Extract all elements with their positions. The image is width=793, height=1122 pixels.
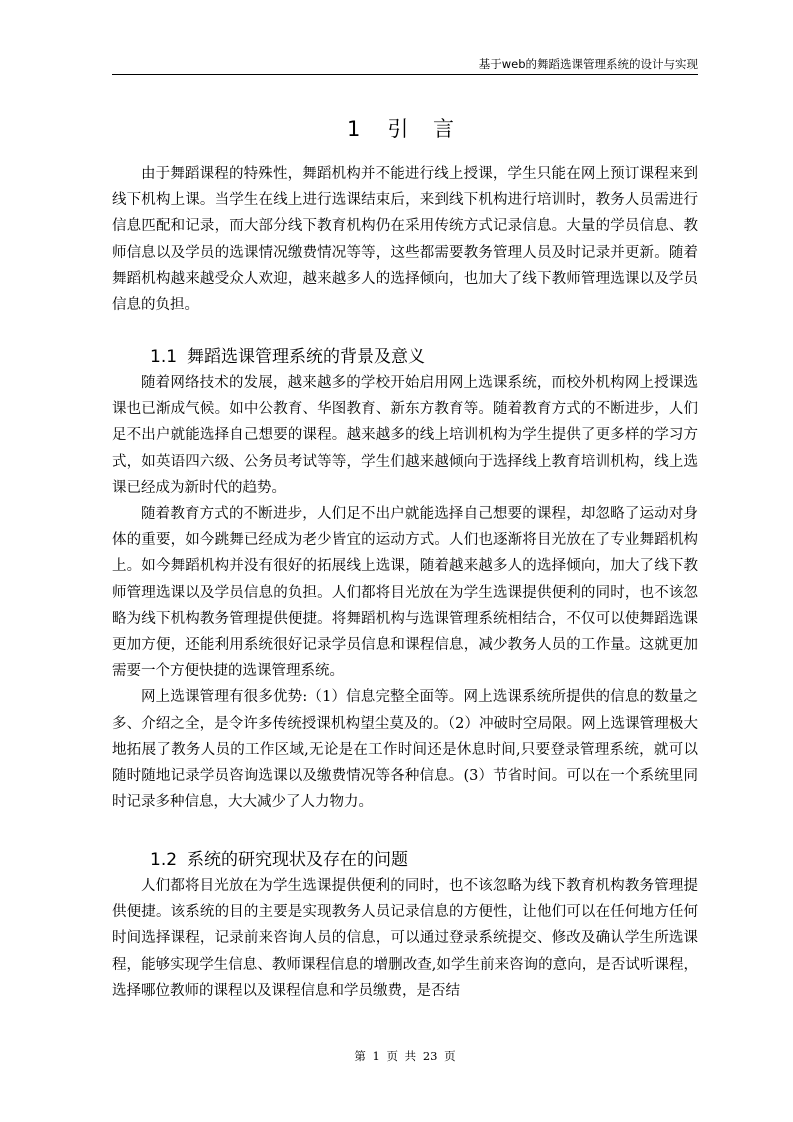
- body-paragraph: 人们都将目光放在为学生选课提供便利的同时，也不该忽略为线下教育机构教务管理提供便捷。该系统的目的主要是实现教务人员记录信息的方便性，让他们可以在任何地方任何时间选择课程，记录前来咨询人员的信息，可以通过登录系统提交、修改及确认学生所选课程，能够实现学生信息、教师课程信息的增删改查,如学生前来咨询的意向，是否试听课程，选择哪位教师的课程以及课程信息和学员缴费，是否结: [112, 878, 698, 999]
- chapter-title: [112, 115, 698, 143]
- section-heading-1-2: [150, 849, 698, 871]
- section-number: 1.1: [150, 347, 178, 367]
- chapter-number: 1: [346, 117, 362, 141]
- section-1-2-body: [112, 873, 698, 1004]
- running-header: 基于web的舞蹈选课管理系统的设计与实现: [478, 57, 698, 71]
- section-heading-1-1: [150, 346, 698, 368]
- section-title: 系统的研究现状及存在的问题: [187, 850, 409, 870]
- body-paragraph: 随着网络技术的发展，越来越多的学校开始启用网上选课系统，而校外机构网上授课选课也已渐成气候。如中公教育、华图教育、新东方教育等。随着教育方式的不断进步，人们足不出户就能选择自己想要的课程。越来越多的线上培训机构为学生提供了更多样的学习方式，如英语四六级、公务员考试等等，学生们越来越倾向于选择线上教育培训机构，线上选课已经成为新时代的趋势。: [112, 375, 698, 496]
- intro-paragraph: 由于舞蹈课程的特殊性，舞蹈机构并不能进行线上授课，学生只能在网上预订课程来到线下机构上课。当学生在线上进行选课结束后，来到线下机构进行培训时，教务人员需进行信息匹配和记录，而大部分线下教育机构仍在采用传统方式记录信息。大量的学员信息、教师信息以及学员的选课情况缴费情况等等，这些都需要教务管理人员及时记录并更新。随着舞蹈机构越来越受众人欢迎，越来越多人的选择倾向，也加大了线下教师管理选课以及学员信息的负担。: [112, 166, 698, 314]
- chapter-title-text: 引 言: [387, 117, 464, 141]
- section-1-1-body: [112, 370, 698, 815]
- header-rule: [112, 74, 698, 75]
- page-footer: 第 1 页 共 23 页: [354, 1049, 456, 1063]
- body-paragraph: 网上选课管理有很多优势:（1）信息完整全面等。网上选课系统所提供的信息的数量之多、介绍之全，是令许多传统授课机构望尘莫及的。（2）冲破时空局限。网上选课管理极大地拓展了教务人员的工作区域,无论是在工作时间还是休息时间,只要登录管理系统，就可以随时随地记录学员咨询选课以及缴费情况等各种信息。(3）节省时间。可以在一个系统里同时记录多种信息，大大减少了人力物力。: [112, 689, 698, 811]
- section-number: 1.2: [150, 850, 178, 870]
- section-title: 舞蹈选课管理系统的背景及意义: [187, 347, 426, 367]
- intro-body: [112, 161, 698, 318]
- body-paragraph: 随着教育方式的不断进步，人们足不出户就能选择自己想要的课程，却忽略了运动对身体的重要，如今跳舞已经成为老少皆宜的运动方式。人们也逐渐将目光放在了专业舞蹈机构上。如今舞蹈机构并没有很好的拓展线上选课，随着越来越多人的选择倾向，加大了线下教师管理选课以及学员信息的负担。人们都将目光放在为学生选课提供便利的同时，也不该忽略为线下机构教务管理提供便捷。将舞蹈机构与选课管理系统相结合，不仅可以使舞蹈选课更加方便，还能利用系统很好记录学员信息和课程信息，减少教务人员的工作量。这就更加需要一个方便快捷的选课管理系统。: [112, 506, 698, 680]
